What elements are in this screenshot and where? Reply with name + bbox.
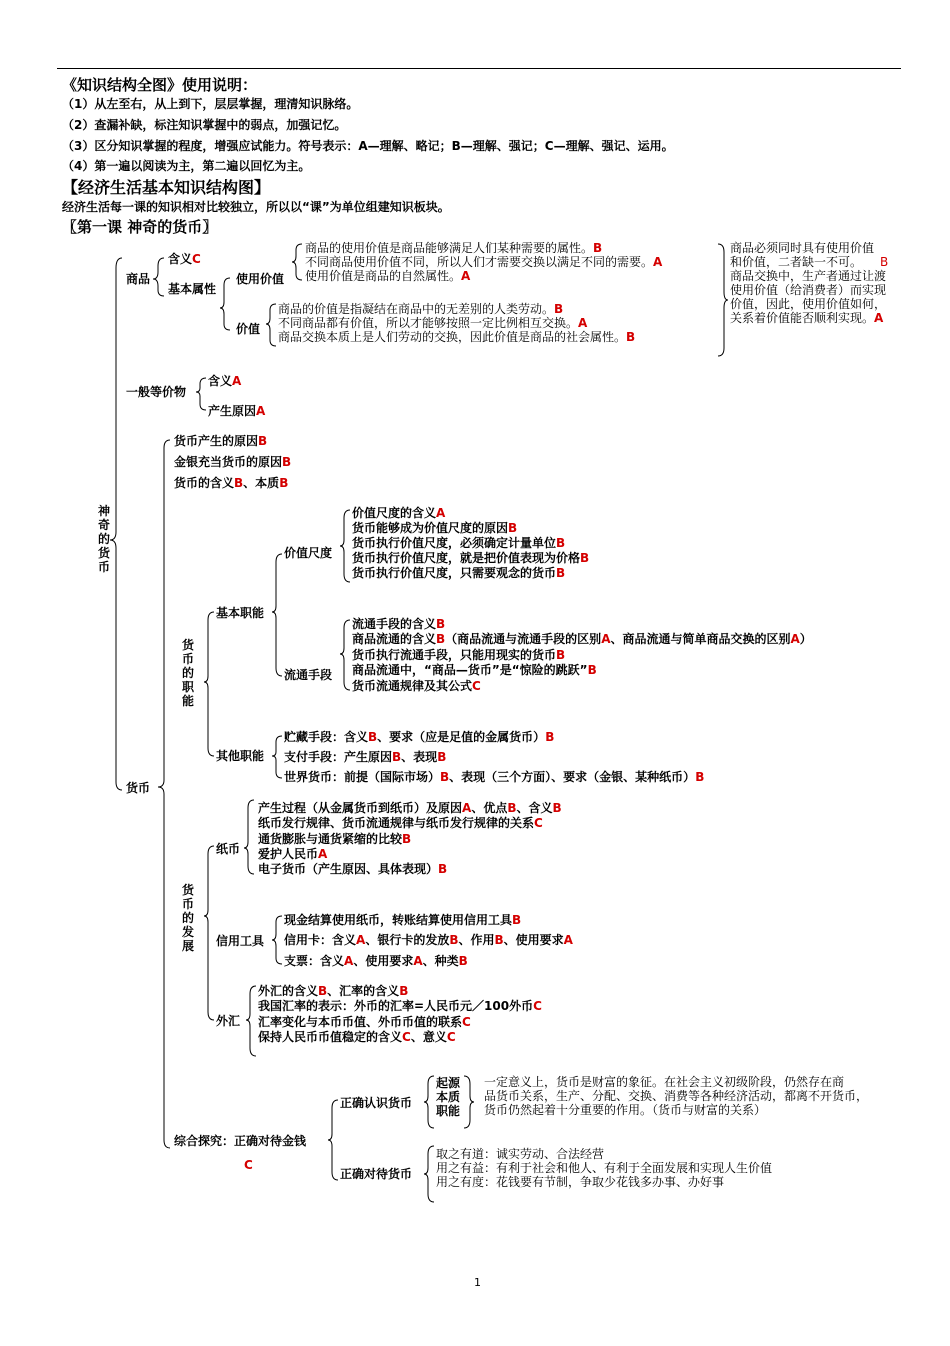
know-line: 一定意义上，货币是财富的象征。在社会主义初级阶段，仍然存在商 bbox=[484, 1075, 845, 1089]
intro-item: （4）第一遍以阅读为主，第二遍以回忆为主。 bbox=[62, 159, 311, 173]
paper-line: 通货膨胀与通货紧缩的比较B bbox=[258, 832, 412, 846]
know-item: 职能 bbox=[436, 1104, 461, 1118]
circulation-line: 货币流通规律及其公式C bbox=[352, 679, 481, 693]
equivalent-meaning: 含义A bbox=[208, 374, 242, 388]
money-label: 货币 bbox=[126, 781, 151, 795]
value-line: 商品的价值是指凝结在商品中的无差别的人类劳动。B bbox=[278, 302, 564, 316]
commodity-meaning: 含义C bbox=[168, 252, 201, 266]
page-number: 1 bbox=[474, 1276, 481, 1289]
side-note-line: 和价值，二者缺一不可。 bbox=[730, 255, 863, 269]
side-note-line: 使用价值（给消费者）而实现 bbox=[730, 283, 887, 297]
equivalent-cause: 产生原因A bbox=[208, 404, 266, 418]
use-value-line: 商品的使用价值是商品能够满足人们某种需要的属性。B bbox=[305, 241, 603, 255]
know-item: 起源 bbox=[436, 1076, 461, 1090]
paper-money-label: 纸币 bbox=[216, 842, 241, 856]
value-line: 商品交换本质上是人们劳动的交换，因此价值是商品的社会属性。B bbox=[278, 330, 636, 344]
know-line: 货币仍然起着十分重要的作用。（货币与财富的关系） bbox=[484, 1103, 767, 1117]
measure-line: 价值尺度的含义A bbox=[352, 506, 446, 520]
section-title: 【经济生活基本知识结构图】 bbox=[62, 178, 271, 197]
lesson-title: 〖第一课 神奇的货币〗 bbox=[62, 218, 218, 236]
use-value-line: 使用价值是商品的自然属性。A bbox=[305, 269, 471, 283]
treat-money-label: 正确对待货币 bbox=[340, 1167, 413, 1181]
know-line: 品货币关系，生产、分配、交换、消费等各种经济活动，都离不开货币， bbox=[484, 1089, 869, 1103]
money-top-line: 金银充当货币的原因B bbox=[174, 455, 292, 469]
forex-line: 汇率变化与本币币值、外币币值的联系C bbox=[258, 1015, 471, 1029]
use-value-line: 不同商品使用价值不同，所以人们才需要交换以满足不同的需要。A bbox=[305, 255, 663, 269]
circulation-line: 流通手段的含义B bbox=[352, 617, 446, 631]
root-label: 神奇的货币 bbox=[97, 504, 110, 574]
know-item: 本质 bbox=[436, 1090, 461, 1104]
forex-line: 我国汇率的表示：外币的汇率=人民币元／100外币C bbox=[258, 999, 542, 1013]
inquiry-grade: C bbox=[244, 1158, 253, 1172]
intro-item: （2）查漏补缺，标注知识掌握中的弱点，加强记忆。 bbox=[62, 118, 347, 132]
intro-title: 《知识结构全图》使用说明： bbox=[62, 76, 258, 94]
know-money-label: 正确认识货币 bbox=[340, 1096, 413, 1110]
money-top-line: 货币的含义B、本质B bbox=[174, 476, 289, 490]
measure-label: 价值尺度 bbox=[284, 546, 333, 560]
commodity-label: 商品 bbox=[126, 272, 151, 286]
development-label: 货币的发展 bbox=[181, 883, 194, 953]
circulation-label: 流通手段 bbox=[284, 668, 333, 682]
circulation-line: 商品流通中，“商品—货币”是“惊险的跳跃”B bbox=[352, 663, 597, 677]
use-value-label: 使用价值 bbox=[236, 272, 285, 286]
other-functions-label: 其他职能 bbox=[216, 749, 265, 763]
side-note-line: 价值，因此，使用价值如何， bbox=[730, 297, 887, 311]
section-desc: 经济生活每一课的知识相对比较独立，所以以“课”为单位组建知识板块。 bbox=[62, 200, 450, 214]
measure-line: 货币执行价值尺度，就是把价值表现为价格B bbox=[352, 551, 590, 565]
paper-line: 电子货币（产生原因、具体表现）B bbox=[258, 862, 448, 876]
money-top-line: 货币产生的原因B bbox=[174, 434, 268, 448]
basic-functions-label: 基本职能 bbox=[216, 606, 265, 620]
paper-line: 产生过程（从金属货币到纸币）及原因A、优点B、含义B bbox=[258, 801, 562, 815]
value-label: 价值 bbox=[236, 322, 261, 336]
intro-item: （3）区分知识掌握的程度，增强应试能力。符号表示：A—理解、略记；B—理解、强记；C—理解、强记、运用。 bbox=[62, 139, 674, 153]
paper-line: 纸币发行规律、货币流通规律与纸币发行规律的关系C bbox=[258, 816, 543, 830]
side-note-grade: B bbox=[880, 255, 889, 269]
side-note-line: 关系着价值能否顺利实现。A bbox=[730, 311, 884, 325]
measure-line: 货币执行价值尺度，只需要观念的货币B bbox=[352, 566, 566, 580]
other-function-line: 支付手段：产生原因B、表现B bbox=[284, 750, 447, 764]
side-note-line: 商品必须同时具有使用价值 bbox=[730, 241, 875, 255]
forex-line: 保持人民币币值稳定的含义C、意义C bbox=[258, 1030, 456, 1044]
circulation-line: 货币执行流通手段，只能用现实的货币B bbox=[352, 648, 566, 662]
paper-line: 爱护人民币A bbox=[258, 847, 328, 861]
inquiry-label: 综合探究：正确对待金钱 bbox=[174, 1134, 307, 1148]
equivalent-label: 一般等价物 bbox=[126, 385, 187, 399]
treat-line: 用之有益：有利于社会和他人、有利于全面发展和实现人生价值 bbox=[436, 1161, 773, 1175]
forex-line: 外汇的含义B、汇率的含义B bbox=[258, 984, 409, 998]
functions-label: 货币的职能 bbox=[181, 638, 194, 708]
other-function-line: 世界货币：前提（国际市场）B、表现（三个方面）、要求（金银、某种纸币）B bbox=[284, 770, 705, 784]
side-note-line: 商品交换中，生产者通过让渡 bbox=[730, 269, 887, 283]
measure-line: 货币执行价值尺度，必须确定计量单位B bbox=[352, 536, 566, 550]
forex-label: 外汇 bbox=[216, 1014, 241, 1028]
treat-line: 取之有道：诚实劳动、合法经营 bbox=[436, 1147, 605, 1161]
measure-line: 货币能够成为价值尺度的原因B bbox=[352, 521, 518, 535]
basic-attribute-label: 基本属性 bbox=[168, 282, 217, 296]
credit-line: 支票：含义A、使用要求A、种类B bbox=[284, 954, 468, 968]
treat-line: 用之有度：花钱要有节制，争取少花钱多办事、办好事 bbox=[436, 1175, 725, 1189]
value-line: 不同商品都有价值，所以才能够按照一定比例相互交换。A bbox=[278, 316, 588, 330]
credit-line: 信用卡：含义A、银行卡的发放B、作用B、使用要求A bbox=[284, 933, 573, 947]
other-function-line: 贮藏手段：含义B、要求（应是足值的金属货币）B bbox=[284, 730, 555, 744]
credit-label: 信用工具 bbox=[216, 934, 265, 948]
credit-line: 现金结算使用纸币，转账结算使用信用工具B bbox=[284, 913, 522, 927]
intro-item: （1）从左至右，从上到下，层层掌握，理清知识脉络。 bbox=[62, 97, 359, 111]
circulation-line: 商品流通的含义B（商品流通与流通手段的区别A、商品流通与简单商品交换的区别A） bbox=[352, 632, 812, 646]
